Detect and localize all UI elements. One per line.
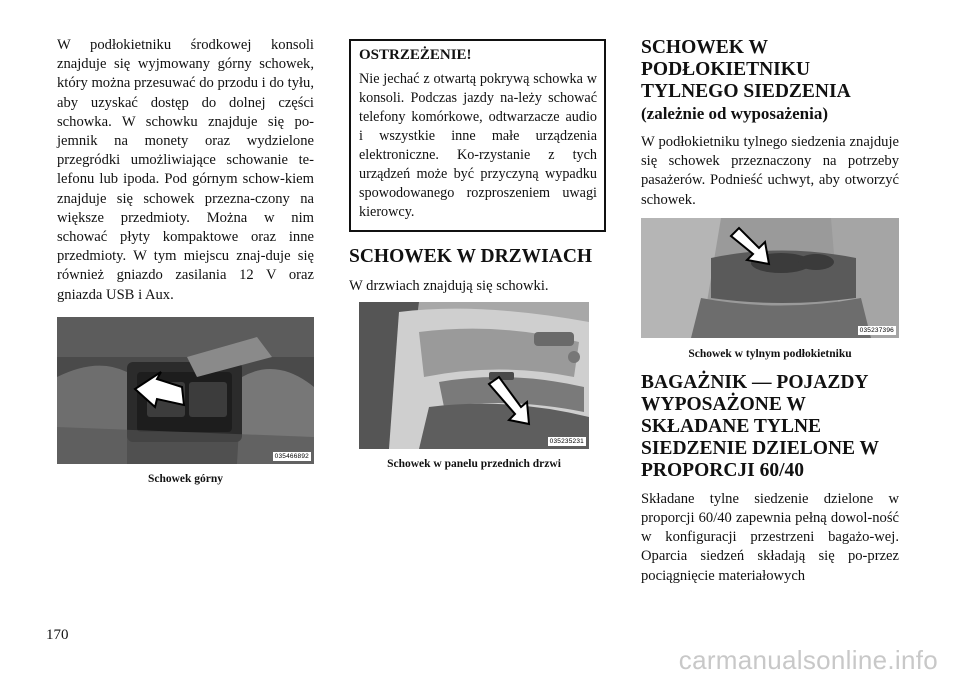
warning-text: Nie jechać z otwartą pokrywą schowka w konsoli. Podczas jazdy na-leży schować telefony komórkowe, odtwarzacze audio i wszystkie inne małe urządzenia elektroniczne. Ko-rzystanie z tych urządzeń może być przyczyną wypadku spowodowanego rozproszeniem uwagi kierowcy.	[359, 71, 597, 220]
rear-armrest-illustration	[641, 218, 899, 338]
console-storage-caption: Schowek górny	[147, 472, 224, 485]
rear-armrest-paragraph: W podłokietniku tylnego siedzenia znajduje się schowek przeznaczony na potrzeby pasażerów. Podnieść uchwyt, aby otworzyć schowek.	[641, 134, 899, 208]
column-right	[641, 37, 899, 586]
door-storage-photo	[359, 302, 589, 449]
photo-code: 035235231	[549, 438, 584, 446]
console-storage-illustration	[57, 317, 314, 464]
photo-code: 035237396	[859, 326, 894, 334]
warning-title: OSTRZEŻENIE!	[359, 47, 472, 63]
photo-code: 035466892	[274, 452, 309, 460]
trunk-heading: BAGAŻNIK — POJAZDY WYPOSAŻONE W SKŁADANE TYLNE SIEDZENIE DZIELONE W PROPORCJI 60/40	[641, 371, 879, 481]
page-number: 170	[46, 627, 69, 643]
door-storage-paragraph: W drzwiach znajdują się schowki.	[349, 278, 549, 294]
console-storage-photo	[57, 317, 314, 464]
rear-armrest-subheading: (zależnie od wyposażenia)	[641, 104, 828, 123]
door-storage-heading: SCHOWEK W DRZWIACH	[349, 246, 593, 267]
trunk-paragraph: Składane tylne siedzenie dzielone w proporcji 60/40 zapewnia pełną dowol-ność w konfiguracji przestrzeni bagażo-wej. Oparcia siedzeń składają się po-przez pociągnięcie materiałowych	[641, 490, 899, 584]
rear-armrest-caption: Schowek w tylnym podłokietniku	[688, 347, 852, 360]
column-left	[57, 36, 314, 485]
warning-box	[349, 39, 606, 232]
rear-armrest-photo	[641, 218, 899, 338]
rear-armrest-heading: SCHOWEK W PODŁOKIETNIKU TYLNEGO SIEDZENIA	[641, 37, 851, 102]
door-storage-caption: Schowek w panelu przednich drzwi	[387, 458, 561, 471]
console-storage-paragraph: W podłokietniku środkowej konsoli znajduje się wyjmowany górny schowek, który można przesuwać do przodu i do tyłu, aby uzyskać dostęp do dolnej części schowka. W schowku znajduje się po-jemnik na monety oraz wydzielone przegródki umożliwiające schowanie te-lefonu lub ipoda. Pod górnym schow-kiem znajduje się schowek przezna-czony na większe przedmioty. Można w nim schować płyty kompaktowe oraz inne przedmioty. W tym miejscu znaj-duje się również gniazdo zasilania 12 V oraz gniazda USB i Aux.	[57, 37, 314, 303]
column-middle	[349, 39, 606, 470]
door-panel-illustration	[359, 302, 589, 449]
watermark: carmanualsonline.info	[678, 645, 938, 675]
